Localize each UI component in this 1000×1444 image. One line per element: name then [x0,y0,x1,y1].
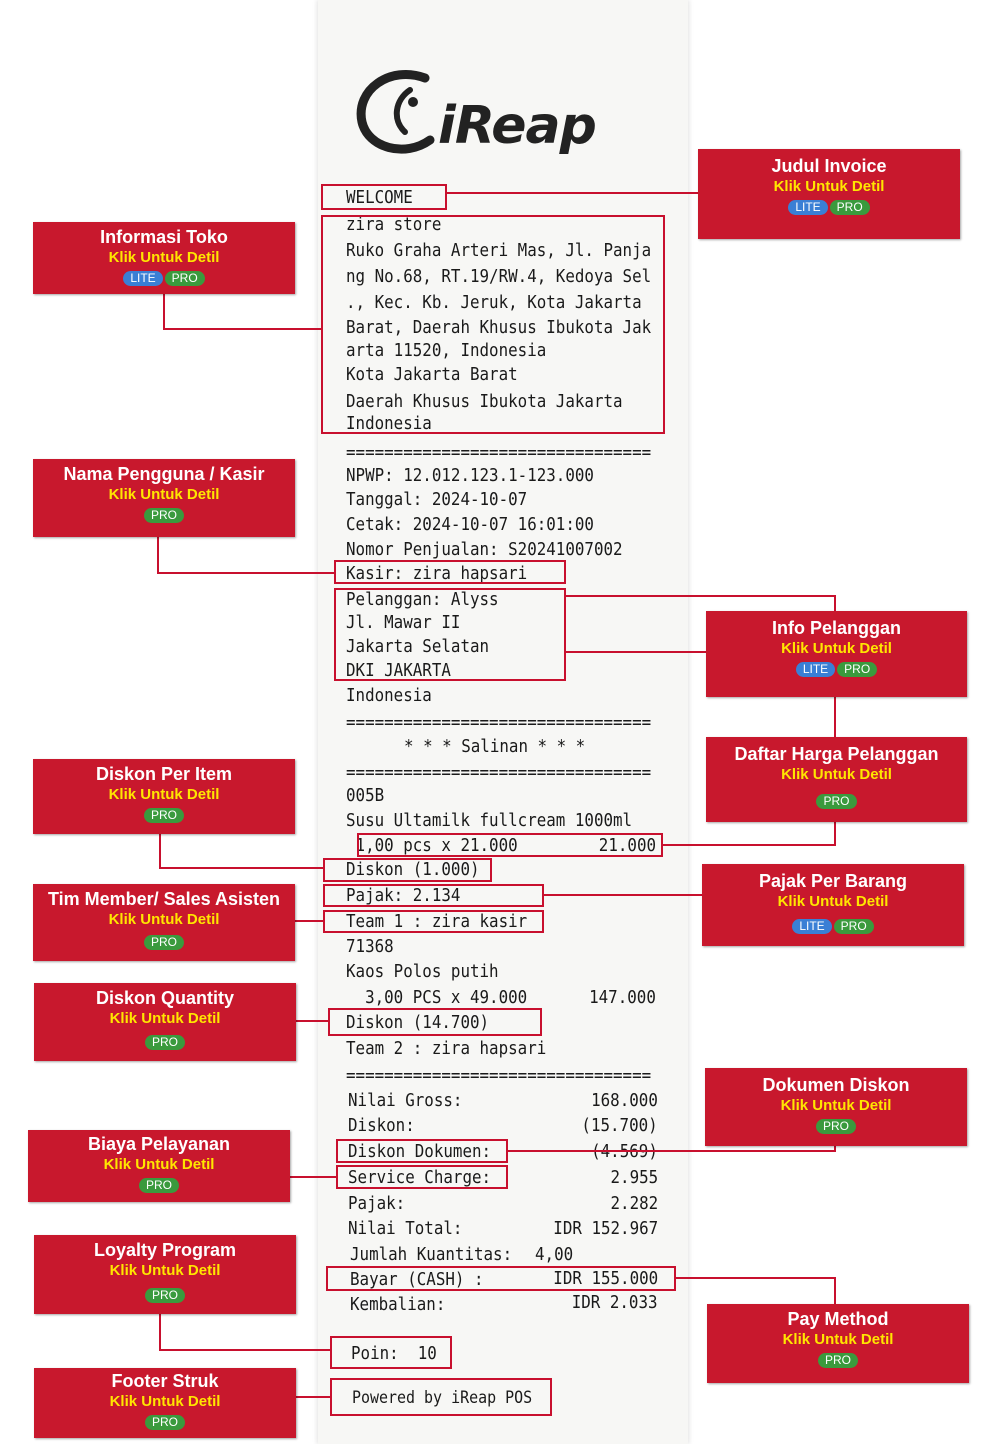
store-line: zira store [346,214,442,235]
npwp-line: NPWP: 12.012.123.1-123.000 [346,465,594,486]
item-amount: 21.000 [598,835,656,856]
footer-line: Powered by iReap POS [352,1388,533,1408]
summary-value: 168.000 [591,1090,658,1111]
customer-line: Jl. Mawar II [346,612,461,633]
card-informasi-toko[interactable] [33,222,295,294]
pro-badge: PRO [165,271,205,286]
salinan-line: * * * Salinan * * * [404,736,586,757]
card-title: Informasi Toko [100,227,228,247]
pro-badge: PRO [144,808,184,823]
item-pajak: Pajak: 2.134 [346,885,461,906]
cetak-line: Cetak: 2024-10-07 16:01:00 [346,514,594,535]
card-tim-member[interactable] [33,884,295,961]
summary-label: Nilai Total: [348,1218,463,1239]
card-title: Judul Invoice [771,156,887,176]
pro-badge: PRO [837,662,877,677]
store-line: ng No.68, RT.19/RW.4, Kedoya Sel [346,266,652,287]
card-diskon-quantity[interactable] [34,983,296,1061]
card-title: Pay Method [787,1309,889,1329]
card-detail-link[interactable]: Klik Untuk Detil [108,786,220,803]
card-detail-link[interactable]: Klik Untuk Detil [773,178,885,195]
kasir-line: Kasir: zira hapsari [346,563,528,584]
card-detail-link[interactable]: Klik Untuk Detil [777,893,889,910]
pro-badge: PRO [144,508,184,523]
card-pay-method[interactable] [707,1304,969,1383]
card-title: Diskon Per Item [95,764,233,784]
separator: ================================ [346,762,652,783]
store-line: ., Kec. Kb. Jeruk, Kota Jakarta [346,292,642,313]
pro-badge: PRO [145,1288,185,1303]
card-detail-link[interactable]: Klik Untuk Detil [109,1393,221,1410]
pro-badge: PRO [144,935,184,950]
card-info-pelanggan[interactable] [706,611,967,697]
customer-line: Pelanggan: Alyss [346,589,499,610]
card-detail-link[interactable]: Klik Untuk Detil [780,1097,892,1114]
card-daftar-harga[interactable] [706,737,967,822]
card-footer-struk[interactable] [34,1368,296,1438]
card-title: Footer Struk [111,1371,219,1391]
card-title: Biaya Pelayanan [87,1134,231,1154]
separator: ================================ [346,1065,652,1086]
summary-value: 4,00 [535,1244,574,1265]
pro-badge: PRO [139,1178,179,1193]
item-diskon: Diskon (1.000) [346,859,480,880]
summary-label: Service Charge: [348,1167,492,1188]
pro-badge: PRO [834,919,874,934]
lite-badge: LITE [788,200,827,215]
item-code: 71368 [346,936,394,957]
card-title: Tim Member/ Sales Asisten [47,889,281,909]
nomor-penjualan-line: Nomor Penjualan: S20241007002 [346,539,623,560]
card-title: Loyalty Program [93,1240,237,1260]
card-nama-pengguna[interactable] [33,459,295,537]
card-detail-link[interactable]: Klik Untuk Detil [109,1010,221,1027]
store-line: Daerah Khusus Ibukota Jakarta [346,391,623,412]
card-judul-invoice[interactable] [698,149,960,239]
card-dokumen-diskon[interactable] [705,1068,967,1146]
card-title: Dokumen Diskon [762,1075,910,1095]
lite-badge: LITE [792,919,831,934]
store-line: Ruko Graha Arteri Mas, Jl. Panja [346,240,652,261]
item-name: Susu Ultamilk fullcream 1000ml [346,810,633,831]
lite-badge: LITE [796,662,835,677]
card-detail-link[interactable]: Klik Untuk Detil [108,249,220,266]
card-detail-link[interactable]: Klik Untuk Detil [103,1156,215,1173]
summary-label: Diskon: [348,1115,415,1136]
summary-label: Bayar (CASH) : [350,1269,484,1290]
card-title: Diskon Quantity [95,988,234,1008]
customer-line: Jakarta Selatan [346,636,490,657]
summary-label: Diskon Dokumen: [348,1141,492,1162]
card-detail-link[interactable]: Klik Untuk Detil [108,486,220,503]
store-line: Indonesia [346,413,432,434]
card-title: Nama Pengguna / Kasir [63,464,265,484]
summary-value: IDR 152.967 [553,1218,658,1239]
lite-badge: LITE [123,271,162,286]
summary-value: (15.700) [581,1115,658,1136]
tanggal-line: Tanggal: 2024-10-07 [346,489,528,510]
summary-value: 2.955 [610,1167,658,1188]
card-detail-link[interactable]: Klik Untuk Detil [782,1331,894,1348]
card-detail-link[interactable]: Klik Untuk Detil [109,1262,221,1279]
pro-badge: PRO [145,1035,185,1050]
summary-label: Jumlah Kuantitas: [350,1244,513,1265]
card-diskon-per-item[interactable] [33,759,295,834]
summary-label: Nilai Gross: [348,1090,463,1111]
card-biaya-pelayanan[interactable] [28,1130,290,1202]
card-pajak-per-barang[interactable] [702,864,964,946]
summary-value: IDR 2.033 [572,1292,658,1313]
summary-label: Pajak: [348,1193,406,1214]
item-name: Kaos Polos putih [346,961,499,982]
pro-badge: PRO [816,794,856,809]
item-team: Team 2 : zira hapsari [346,1038,547,1059]
card-title: Info Pelanggan [771,618,901,638]
summary-value: (4.569) [591,1141,658,1162]
customer-line: Indonesia [346,685,432,706]
pro-badge: PRO [830,200,870,215]
pro-badge: PRO [145,1415,185,1430]
store-line: Kota Jakarta Barat [346,364,518,385]
item-code: 005B [346,785,385,806]
separator: ================================ [346,712,652,733]
pro-badge: PRO [818,1353,858,1368]
poin-line: Poin: 10 [351,1343,437,1364]
item-diskon: Diskon (14.700) [346,1012,490,1033]
item-qty: 1,00 pcs x 21.000 [346,835,518,856]
card-detail-link[interactable]: Klik Untuk Detil [781,640,892,657]
summary-value: IDR 155.000 [553,1268,658,1289]
item-amount: 147.000 [589,987,656,1008]
card-detail-link[interactable]: Klik Untuk Detil [108,911,220,928]
store-line: Barat, Daerah Khusus Ibukota Jak [346,317,652,338]
store-line: arta 11520, Indonesia [346,340,547,361]
brand-logo-text: iReap [438,96,596,156]
item-qty: 3,00 PCS x 49.000 [346,987,528,1008]
card-detail-link[interactable]: Klik Untuk Detil [781,766,892,783]
customer-line: DKI JAKARTA [346,660,451,681]
card-loyalty-program[interactable] [34,1235,296,1314]
pro-badge: PRO [816,1119,856,1134]
summary-value: 2.282 [610,1193,658,1214]
item-team: Team 1 : zira kasir [346,911,528,932]
separator: ================================ [346,442,652,463]
card-title: Daftar Harga Pelanggan [734,744,939,764]
receipt-welcome: WELCOME [346,187,413,208]
card-title: Pajak Per Barang [758,871,908,891]
summary-label: Kembalian: [350,1294,446,1315]
